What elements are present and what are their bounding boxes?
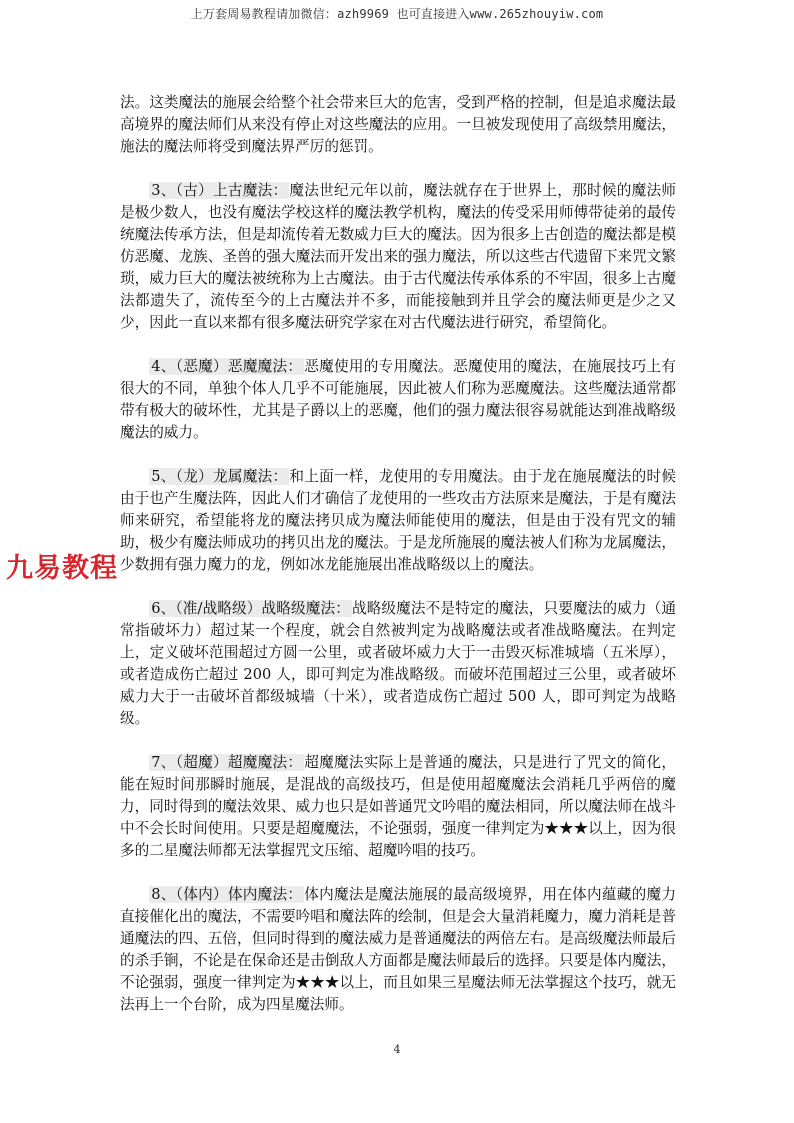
watermark-logo: 九易教程 <box>6 553 118 584</box>
paragraph-body: 恶魔使用的专用魔法。恶魔使用的魔法，在施展技巧上有很大的不同，单独个体人几乎不可能施展，因此被人们称为恶魔魔法。这些魔法通常都带有极大的破坏性，尤其是子爵以上的恶魔，他们的强力魔法很容易就能达到准战略级魔法的威力。 <box>120 358 676 441</box>
paragraph-continued <box>120 92 676 158</box>
section-heading: 8、（体内）体内魔法： <box>151 886 303 903</box>
section-heading: 7、（超魔）超魔魔法： <box>151 754 303 771</box>
paragraph-body: 战略级魔法不是特定的魔法，只要魔法的威力（通常指破坏力）超过某一个程度，就会自然被判定为战略魔法或者准战略魔法。在判定上，定义破坏范围超过方圆一公里，或者破坏威力大于一击毁灭标准城墙（五米厚），或者造成伤亡超过 200 人，即可判定为准战略级。而破坏范围超过三公里，或者破坏威力大于一击破坏首都级城墙（十米），或者造成伤亡超过 500 人，即可判定为战略级。 <box>120 600 676 727</box>
section-heading: 4、（恶魔）恶魔魔法： <box>151 358 303 375</box>
paragraph-body: 超魔魔法实际上是普通的魔法，只是进行了咒文的简化，能在短时间那瞬时施展，是混战的高级技巧，但是使用超魔魔法会消耗几乎两倍的魔力，同时得到的魔法效果、威力也只是如普通咒文吟唱的魔法相同，所以魔法师在战斗中不会长时间使用。只要是超魔魔法，不论强弱，强度一律判定为★★★以上，因为很多的二星魔法师都无法掌握咒文压缩、超魔吟唱的技巧。 <box>120 754 676 859</box>
paragraph-body: 魔法世纪元年以前，魔法就存在于世界上，那时候的魔法师是极少数人，也没有魔法学校这样的魔法教学机构，魔法的传受采用师傅带徒弟的最传统魔法传承方法，但是却流传着无数威力巨大的魔法。因为很多上古创造的魔法都是模仿恶魔、龙族、圣兽的强大魔法而开发出来的强力魔法，所以这些古代遗留下来咒文繁琐，威力巨大的魔法被统称为上古魔法。由于古代魔法传承体系的不牢固，很多上古魔法都遗失了，流传至今的上古魔法并不多，而能接触到并且学会的魔法师更是少之又少，因此一直以来都有很多魔法研究学家在对古代魔法进行研究，希望简化。 <box>120 182 676 331</box>
page-number: 4 <box>393 1043 401 1056</box>
paragraph-demon-magic <box>120 356 676 444</box>
paragraph-body: 体内魔法是魔法施展的最高级境界，用在体内蕴藏的魔力直接催化出的魔法，不需要吟唱和魔法阵的绘制，但是会大量消耗魔力，魔力消耗是普通魔法的四、五倍，但同时得到的魔法威力是普通魔法的两倍左右。是高级魔法师最后的杀手锏，不论是在保命还是击倒敌人方面都是魔法师最后的选择。只要是体内魔法，不论强弱，强度一律判定为★★★以上，而且如果三星魔法师无法掌握这个技巧，就无法再上一个台阶，成为四星魔法师。 <box>120 886 676 1013</box>
section-heading: 3、（古）上古魔法： <box>151 182 288 199</box>
paragraph-dragon-magic <box>120 466 676 576</box>
paragraph-internal-magic <box>120 884 676 1016</box>
paragraph-super-magic <box>120 752 676 862</box>
paragraph-strategic-magic <box>120 598 676 730</box>
section-heading: 5、（龙）龙属魔法： <box>151 468 288 485</box>
paragraph-ancient-magic <box>120 180 676 334</box>
section-heading: 6、（准/战略级）战略级魔法： <box>151 600 350 617</box>
document-body <box>120 92 676 1038</box>
page-header: 上万套周易教程请加微信：azh9969 也可直接进入www.265zhouyiw.com <box>190 7 604 21</box>
paragraph-body: 和上面一样，龙使用的专用魔法。由于龙在施展魔法的时候由于也产生魔法阵，因此人们才确信了龙使用的一些攻击方法原来是魔法，于是有魔法师来研究，希望能将龙的魔法拷贝成为魔法师能使用的魔法，但是由于没有咒文的辅助，极少有魔法师成功的拷贝出龙的魔法。于是龙所施展的魔法被人们称为龙属魔法，少数拥有强力魔力的龙，例如冰龙能施展出准战略级以上的魔法。 <box>120 468 676 573</box>
paragraph-body: 法。这类魔法的施展会给整个社会带来巨大的危害，受到严格的控制，但是追求魔法最高境界的魔法师们从来没有停止对这些魔法的应用。一旦被发现使用了高级禁用魔法，施法的魔法师将受到魔法界严厉的惩罚。 <box>120 94 676 155</box>
